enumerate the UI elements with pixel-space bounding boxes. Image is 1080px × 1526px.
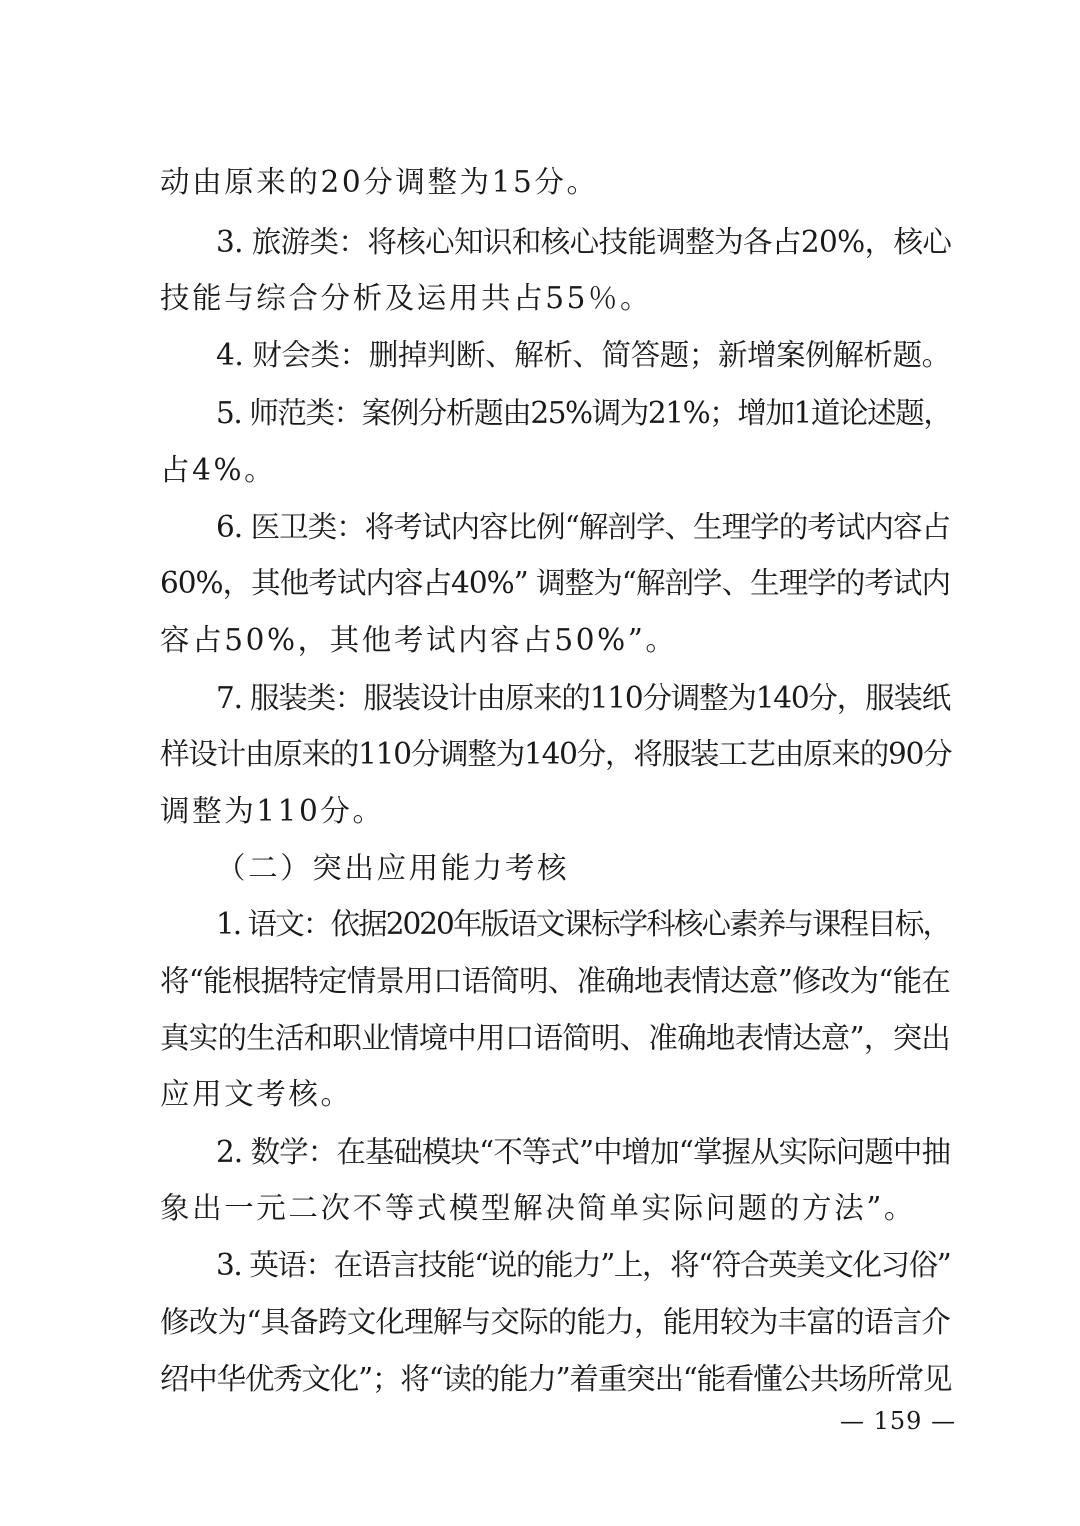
- text-line: 容占50%，其他考试内容占50%”。: [160, 623, 678, 657]
- text-line: 占4%。: [160, 453, 277, 487]
- text-line: 60%，其他考试内容占40%” 调整为“解剖学、生理学的考试内: [160, 566, 950, 600]
- page-number: — 159 —: [840, 1407, 957, 1435]
- text-line: 技能与综合分析及运用共占55％。: [160, 281, 653, 315]
- text-line: 7. 服装类：服装设计由原来的110分调整为140分，服装纸: [216, 681, 950, 715]
- text-line: 修改为“具备跨文化理解与交际的能力，能用较为丰富的语言介: [160, 1305, 950, 1339]
- text-line: 调整为110分。: [160, 794, 385, 828]
- text-line: 4. 财会类：删掉判断、解析、简答题；新增案例解析题。: [216, 338, 951, 372]
- text-line: 3. 旅游类：将核心知识和核心技能调整为各占20%，核心: [216, 225, 952, 259]
- text-line: 1. 语文：依据2020年版语文课标学科核心素养与课程目标，: [216, 907, 950, 941]
- text-line: 样设计由原来的110分调整为140分，将服装工艺由原来的90分: [160, 737, 952, 771]
- text-line: 3. 英语：在语言技能“说的能力”上，将“符合英美文化习俗”: [216, 1248, 951, 1282]
- text-line: 动由原来的20分调整为15分。: [160, 165, 599, 199]
- text-line: 2. 数学：在基础模块“不等式”中增加“掌握从实际问题中抽: [216, 1135, 950, 1169]
- section-heading: （二）突出应用能力考核: [216, 851, 570, 885]
- text-line: 绍中华优秀文化”；将“读的能力”着重突出“能看懂公共场所常见: [160, 1362, 952, 1396]
- text-line: 将“能根据特定情景用口语简明、准确地表情达意”修改为“能在: [160, 964, 950, 998]
- text-line: 6. 医卫类：将考试内容比例“解剖学、生理学的考试内容占: [216, 510, 950, 544]
- text-line: 5. 师范类：案例分析题由25%调为21%；增加1道论述题，: [216, 396, 952, 430]
- text-line: 象出一元二次不等式模型解决简单实际问题的方法”。: [160, 1191, 916, 1225]
- text-line: 应用文考核。: [160, 1077, 353, 1111]
- text-line: 真实的生活和职业情境中用口语简明、准确地表情达意”，突出: [160, 1021, 950, 1055]
